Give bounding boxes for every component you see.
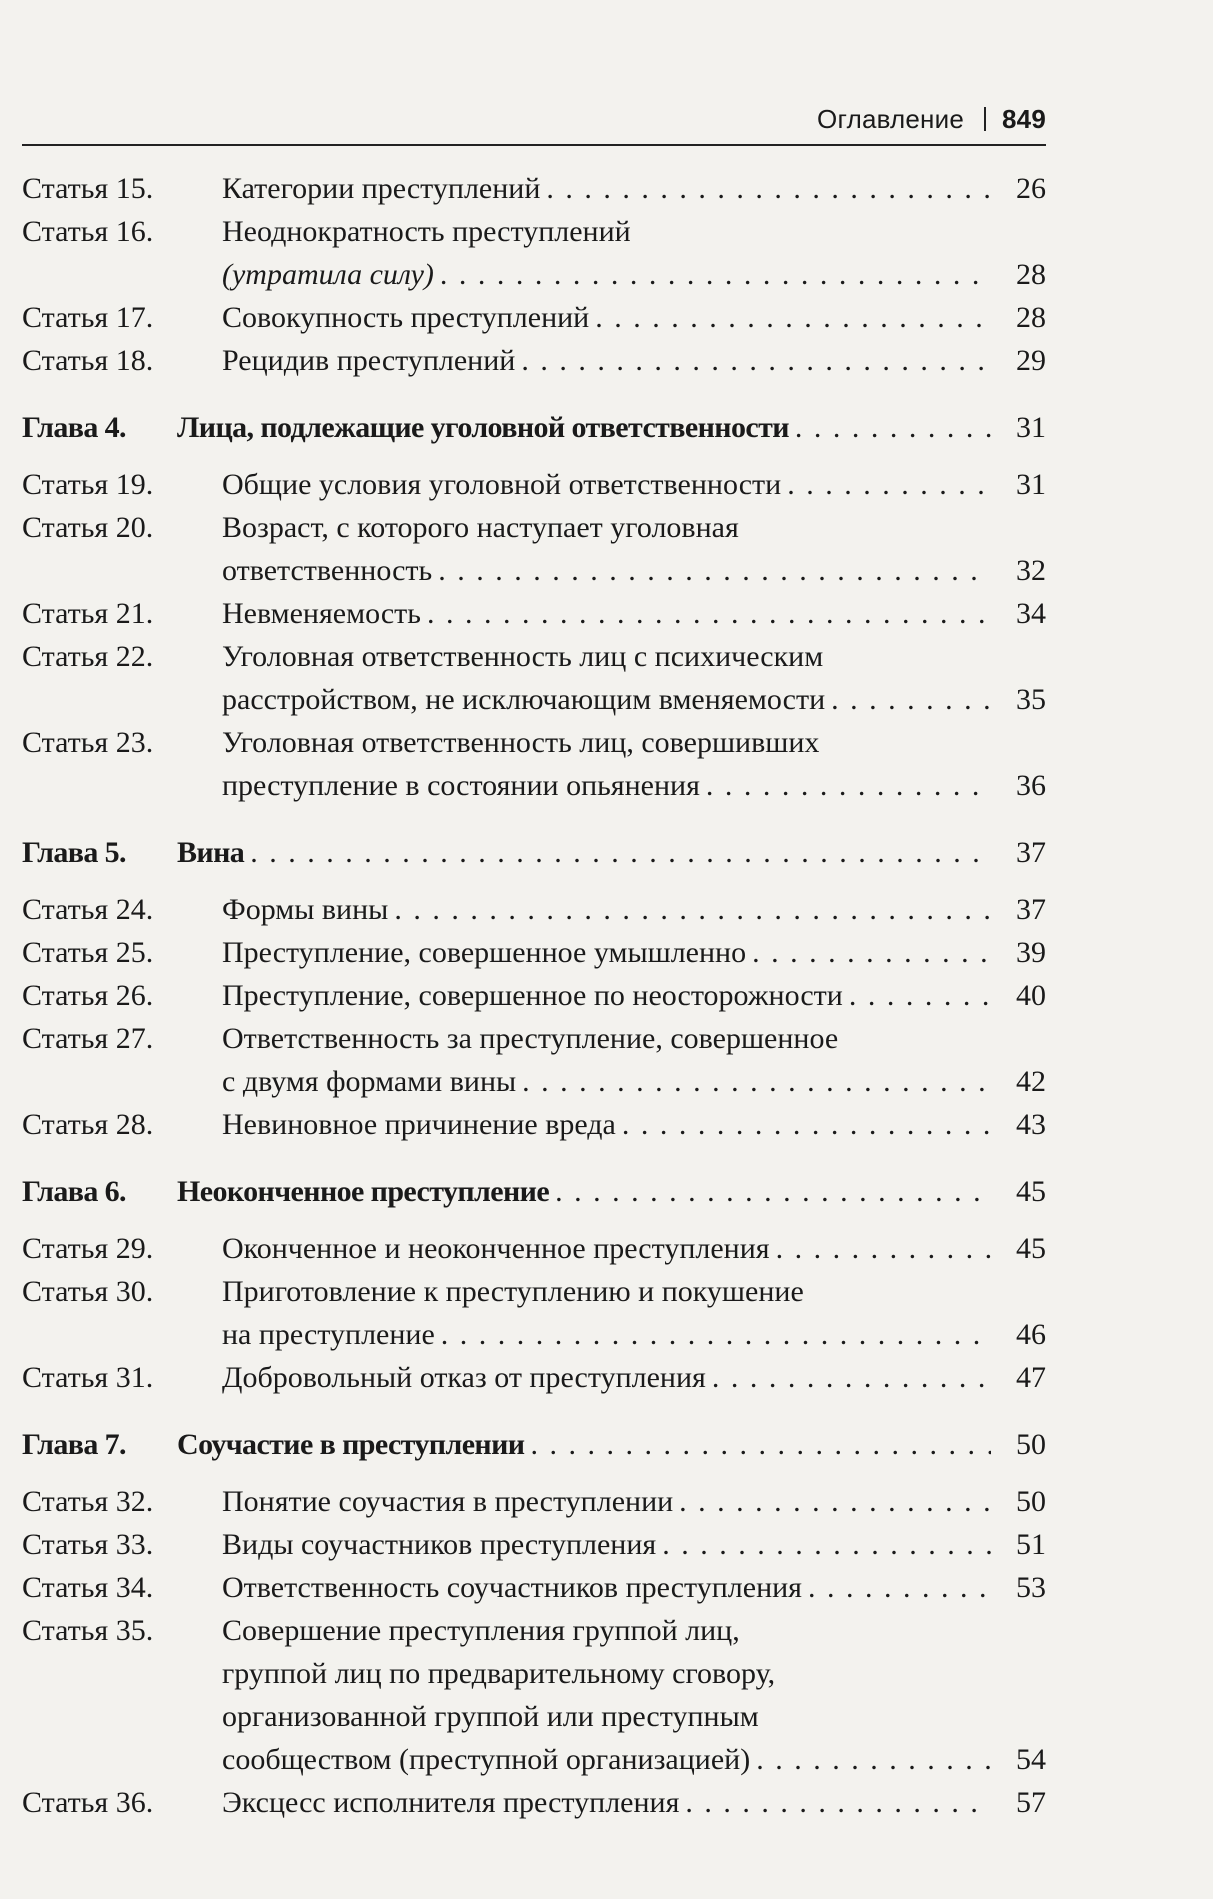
chapter-title: Лица, подлежащие уголовной ответственности [177, 411, 789, 444]
chapter-title: Соучастие в преступлении [177, 1428, 525, 1461]
article-title-line: Возраст, с которого наступает уголовная [222, 511, 739, 544]
article-title [222, 721, 991, 807]
article-page-number: 39 [1016, 936, 1046, 969]
chapter-page-number: 50 [1016, 1428, 1046, 1461]
toc-article-entry [22, 1566, 1046, 1609]
dot-leader [432, 549, 991, 592]
article-page-number: 53 [1016, 1571, 1046, 1604]
toc-article-entry [22, 1227, 1046, 1270]
article-label: Статья 30. [22, 1275, 154, 1308]
dot-leader [540, 167, 991, 210]
toc-chapter-entry [22, 406, 1046, 449]
article-title-line [222, 764, 991, 807]
article-label: Статья 24. [22, 893, 154, 926]
article-title-text: Понятие соучастия в преступлении [222, 1485, 674, 1518]
article-title-text: Категории преступлений [222, 172, 541, 205]
article-label: Статья 25. [22, 936, 154, 969]
article-title-text: Преступление, совершенное по неосторожности [222, 979, 843, 1012]
article-label: Статья 29. [22, 1232, 154, 1265]
article-title-line: Уголовная ответственность лиц с психическим [222, 640, 824, 673]
dot-leader [789, 406, 991, 449]
chapter-page-number: 45 [1016, 1175, 1046, 1208]
article-page-number: 28 [1016, 258, 1046, 291]
article-title [222, 339, 991, 382]
article-title [222, 1523, 991, 1566]
book-page [22, 0, 1046, 1899]
dot-leader [781, 463, 991, 506]
article-title [222, 1227, 991, 1270]
article-page-number: 31 [1016, 468, 1046, 501]
article-page-number: 32 [1016, 554, 1046, 587]
article-page-number: 47 [1016, 1361, 1046, 1394]
article-title [222, 296, 991, 339]
article-page-number: 50 [1016, 1485, 1046, 1518]
article-label: Статья 18. [22, 344, 154, 377]
article-title-line: Приготовление к преступлению и покушение [222, 1275, 804, 1308]
article-title-line: Уголовная ответственность лиц, совершивших [222, 726, 820, 759]
dot-leader [700, 764, 991, 807]
article-label: Статья 35. [22, 1614, 154, 1647]
dot-leader [679, 1781, 991, 1824]
chapter-page-number: 37 [1016, 836, 1046, 869]
article-page-number: 46 [1016, 1318, 1046, 1351]
article-title-text: сообществом (преступной организацией) [222, 1743, 751, 1776]
toc-article-entry [22, 1356, 1046, 1399]
article-title-line [222, 888, 991, 931]
article-title-line [222, 1227, 991, 1270]
article-label: Статья 33. [22, 1528, 154, 1561]
dot-leader [516, 1060, 991, 1103]
article-label: Статья 31. [22, 1361, 154, 1394]
article-page-number: 57 [1016, 1786, 1046, 1819]
article-title-line [222, 1523, 991, 1566]
article-title-line [222, 1103, 991, 1146]
toc-chapter-entry [22, 1170, 1046, 1213]
article-title-line [222, 1313, 991, 1356]
article-title-text: Рецидив преступлений [222, 344, 516, 377]
article-label: Статья 17. [22, 301, 154, 334]
toc-article-entry [22, 506, 1046, 592]
article-page-number: 34 [1016, 597, 1046, 630]
article-title-text: с двумя формами вины [222, 1065, 517, 1098]
article-title-text: Оконченное и неоконченное преступления [222, 1232, 770, 1265]
toc-article-entry [22, 974, 1046, 1017]
article-title-line [222, 463, 991, 506]
article-title [222, 167, 991, 210]
article-page-number: 35 [1016, 683, 1046, 716]
article-title [222, 463, 991, 506]
toc-article-entry [22, 721, 1046, 807]
article-title-line [222, 549, 991, 592]
article-title [222, 888, 991, 931]
dot-leader [706, 1356, 991, 1399]
dot-leader [770, 1227, 991, 1270]
chapter-page-number: 31 [1016, 411, 1046, 444]
article-title [222, 1270, 991, 1356]
article-title-text: расстройством, не исключающим вменяемости [222, 683, 826, 716]
toc-chapter-entry [22, 1423, 1046, 1466]
header-separator [984, 107, 986, 131]
article-label: Статья 28. [22, 1108, 154, 1141]
dot-leader [434, 253, 991, 296]
article-page-number: 45 [1016, 1232, 1046, 1265]
article-title [222, 506, 991, 592]
article-title-text: Общие условия уголовной ответственности [222, 468, 782, 501]
running-header [22, 94, 1046, 146]
toc-article-entry [22, 1523, 1046, 1566]
article-title-line [222, 296, 991, 339]
toc-article-entry [22, 1103, 1046, 1146]
article-title [222, 1781, 991, 1824]
chapter-label: Глава 5. [22, 836, 126, 869]
article-label: Статья 15. [22, 172, 154, 205]
dot-leader [244, 831, 991, 874]
article-label: Статья 20. [22, 511, 154, 544]
toc-article-entry [22, 592, 1046, 635]
article-title [222, 1103, 991, 1146]
article-title-line: группой лиц по предварительному сговору, [222, 1657, 776, 1690]
article-title-line [222, 592, 991, 635]
article-title-text: Виды соучастников преступления [222, 1528, 657, 1561]
article-title-line: Неоднократность преступлений [222, 215, 631, 248]
toc-article-entry [22, 1781, 1046, 1824]
article-title-line [222, 974, 991, 1017]
article-title-text: преступление в состоянии опьянения [222, 769, 700, 802]
header-section-title: Оглавление [817, 103, 965, 134]
dot-leader [421, 592, 991, 635]
table-of-contents [22, 167, 1046, 1824]
article-title-line: организованной группой или преступным [222, 1700, 759, 1733]
article-title-line [222, 167, 991, 210]
article-title [222, 210, 991, 296]
article-title-line [222, 678, 991, 721]
toc-article-entry [22, 888, 1046, 931]
dot-leader [388, 888, 991, 931]
article-label: Статья 19. [22, 468, 154, 501]
article-label: Статья 34. [22, 1571, 154, 1604]
chapter-label: Глава 6. [22, 1175, 126, 1208]
dot-leader [746, 931, 991, 974]
dot-leader [589, 296, 991, 339]
article-title-line [222, 931, 991, 974]
dot-leader [435, 1313, 991, 1356]
article-title-text: на преступление [222, 1318, 435, 1351]
article-label: Статья 23. [22, 726, 154, 759]
article-title-line [222, 253, 991, 296]
dot-leader [750, 1738, 991, 1781]
article-label: Статья 26. [22, 979, 154, 1012]
toc-article-entry [22, 931, 1046, 974]
article-page-number: 28 [1016, 301, 1046, 334]
article-title [222, 931, 991, 974]
toc-article-entry [22, 635, 1046, 721]
toc-article-entry [22, 296, 1046, 339]
chapter-label: Глава 4. [22, 411, 126, 444]
toc-article-entry [22, 1480, 1046, 1523]
header-page-number: 849 [1002, 103, 1046, 134]
article-title-line [222, 1566, 991, 1609]
article-title-line [222, 1060, 991, 1103]
article-page-number: 36 [1016, 769, 1046, 802]
article-label: Статья 36. [22, 1786, 154, 1819]
article-page-number: 51 [1016, 1528, 1046, 1561]
article-page-number: 26 [1016, 172, 1046, 205]
article-title [222, 1017, 991, 1103]
article-title-text: Совокупность преступлений [222, 301, 590, 334]
article-label: Статья 21. [22, 597, 154, 630]
article-title [222, 1566, 991, 1609]
article-page-number: 37 [1016, 893, 1046, 926]
article-title [222, 974, 991, 1017]
article-title [222, 1609, 991, 1781]
article-title-line [222, 1738, 991, 1781]
article-title [222, 1480, 991, 1523]
toc-article-entry [22, 463, 1046, 506]
article-label: Статья 22. [22, 640, 154, 673]
dot-leader [616, 1103, 991, 1146]
article-title-line [222, 1356, 991, 1399]
dot-leader [656, 1523, 991, 1566]
article-title-text: Преступление, совершенное умышленно [222, 936, 747, 969]
article-title-text: Невменяемость [222, 597, 421, 630]
article-page-number: 42 [1016, 1065, 1046, 1098]
article-title-line [222, 1480, 991, 1523]
dot-leader [843, 974, 991, 1017]
article-title-line [222, 1781, 991, 1824]
dot-leader [549, 1170, 991, 1213]
article-label: Статья 16. [22, 215, 154, 248]
article-title-text: ответственность [222, 554, 433, 587]
dot-leader [825, 678, 991, 721]
dot-leader [525, 1423, 992, 1466]
toc-article-entry [22, 167, 1046, 210]
article-title-text: Ответственность соучастников преступления [222, 1571, 802, 1604]
article-title-text: Невиновное причинение вреда [222, 1108, 616, 1141]
article-page-number: 29 [1016, 344, 1046, 377]
dot-leader [673, 1480, 991, 1523]
toc-chapter-entry [22, 831, 1046, 874]
article-title-text: (утратила силу) [222, 258, 434, 291]
article-title-line [222, 339, 991, 382]
chapter-title: Неоконченное преступление [177, 1175, 550, 1208]
toc-article-entry [22, 1609, 1046, 1781]
article-title [222, 635, 991, 721]
chapter-title: Вина [177, 836, 245, 869]
toc-article-entry [22, 210, 1046, 296]
article-page-number: 40 [1016, 979, 1046, 1012]
dot-leader [802, 1566, 991, 1609]
article-title-text: Добровольный отказ от преступления [222, 1361, 706, 1394]
article-title [222, 1356, 991, 1399]
dot-leader [515, 339, 991, 382]
toc-article-entry [22, 1270, 1046, 1356]
article-title-line: Совершение преступления группой лиц, [222, 1614, 740, 1647]
article-page-number: 54 [1016, 1743, 1046, 1776]
toc-article-entry [22, 1017, 1046, 1103]
chapter-label: Глава 7. [22, 1428, 126, 1461]
article-title [222, 592, 991, 635]
toc-article-entry [22, 339, 1046, 382]
article-title-text: Формы вины [222, 893, 389, 926]
article-label: Статья 27. [22, 1022, 154, 1055]
article-page-number: 43 [1016, 1108, 1046, 1141]
article-label: Статья 32. [22, 1485, 154, 1518]
article-title-line: Ответственность за преступление, совершенное [222, 1022, 839, 1055]
article-title-text: Эксцесс исполнителя преступления [222, 1786, 680, 1819]
